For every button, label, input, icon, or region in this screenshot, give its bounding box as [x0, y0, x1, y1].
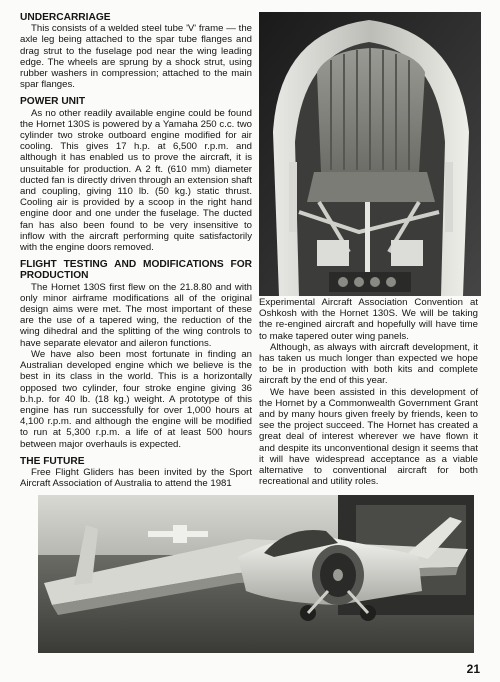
left-column — [20, 12, 252, 495]
cockpit-photo — [259, 12, 481, 296]
page-number: 21 — [466, 662, 480, 676]
paragraph: The Hornet 130S first flew on the 21.8.80 and with only minor airframe modifications all of the original design aims were met. The most important of these are the use of a tapered wing, the reduction of the wing dihedral and the splitting of the wing controls to have separate elevator and aileron functions. — [20, 281, 252, 349]
right-column — [259, 297, 478, 487]
cockpit-photo-illustration — [259, 12, 481, 296]
paragraph: We have been assisted in this development of the Hornet by a Commonwealth Government Grant and by many hours given freely by friends, keen to see the project succeed. The Hornet has created a great deal of interest wherever we have flown it and despite its unconventional design it seems that it will have widespread acceptance as a viable alternative to conventional aircraft for both recreational and utility roles. — [259, 386, 478, 488]
section-heading: UNDERCARRIAGE — [20, 12, 111, 23]
section-heading: POWER UNIT — [20, 96, 86, 108]
paragraph: Free Flight Gliders has been invited by the Sport Aircraft Association of Australia to attend the 1981 — [20, 466, 252, 490]
aircraft-photo — [38, 495, 474, 653]
section-undercarriage — [20, 12, 252, 90]
section-heading: THE FUTURE — [20, 455, 85, 467]
aircraft-photo-illustration — [38, 495, 474, 653]
section-heading: FLIGHT TESTING AND MODIFICATIONS FOR PRODUCTION — [20, 259, 252, 282]
section-flight-testing — [20, 259, 252, 449]
paragraph: Although, as always with aircraft development, it has taken us much longer than expected we hope to be in production with both kits and complete aircraft by the end of this year. — [259, 341, 478, 387]
paragraph: This consists of a welded steel tube 'V' frame — the axle leg being attached to the spar tube flanges and drag strut to the fuselage pod near the wing leading edge. The wheels are sprung by a shock strut, using rubber washers in compression; attached to the main spar flanges. — [20, 23, 252, 91]
paragraph: We have also been most fortunate in finding an Australian developed engine which we believe is the best in its class in the world. This is a horizontally opposed two cylinder, four stroke engine giving 36 b.h.p. for 40 lb. (18 kg.) weight. A prototype of this engine has run successfully for over 1,000 hours at 4,100 r.p.m. and although the engine will be modified to run at 5,300 r.p.m. a life of at least 500 hours between major overhauls is expected. — [20, 348, 252, 450]
paragraph: As no other readily available engine could be found the Hornet 130S is powered by a Yamaha 250 c.c. two cylinder two stroke outboard engine modified for air cooling. This gives 17 h.p. at 6,500 r.p.m. and although it has enabled us to prove the aircraft, it is unsuitable for production. A 2 ft. (610 mm) diameter ducted fan is directly driven through an extension shaft and coupling, giving 110 lb. (50 kg.) static thrust. Cooling air is provided by a scoop in the right hand engine door and one under the fuselage. The ducted fan has also been found to be very insensitive to inflow with the aircraft performing quite satisfactorily with the engine doors removed. — [20, 107, 252, 254]
section-the-future — [20, 456, 252, 490]
section-power-unit — [20, 96, 252, 253]
paragraph-continuation: Experimental Aircraft Association Convention at Oshkosh with the Hornet 130S. We will be taking the re-engined aircraft and hopefully will have time to make tapered outer wing panels. — [259, 297, 478, 342]
